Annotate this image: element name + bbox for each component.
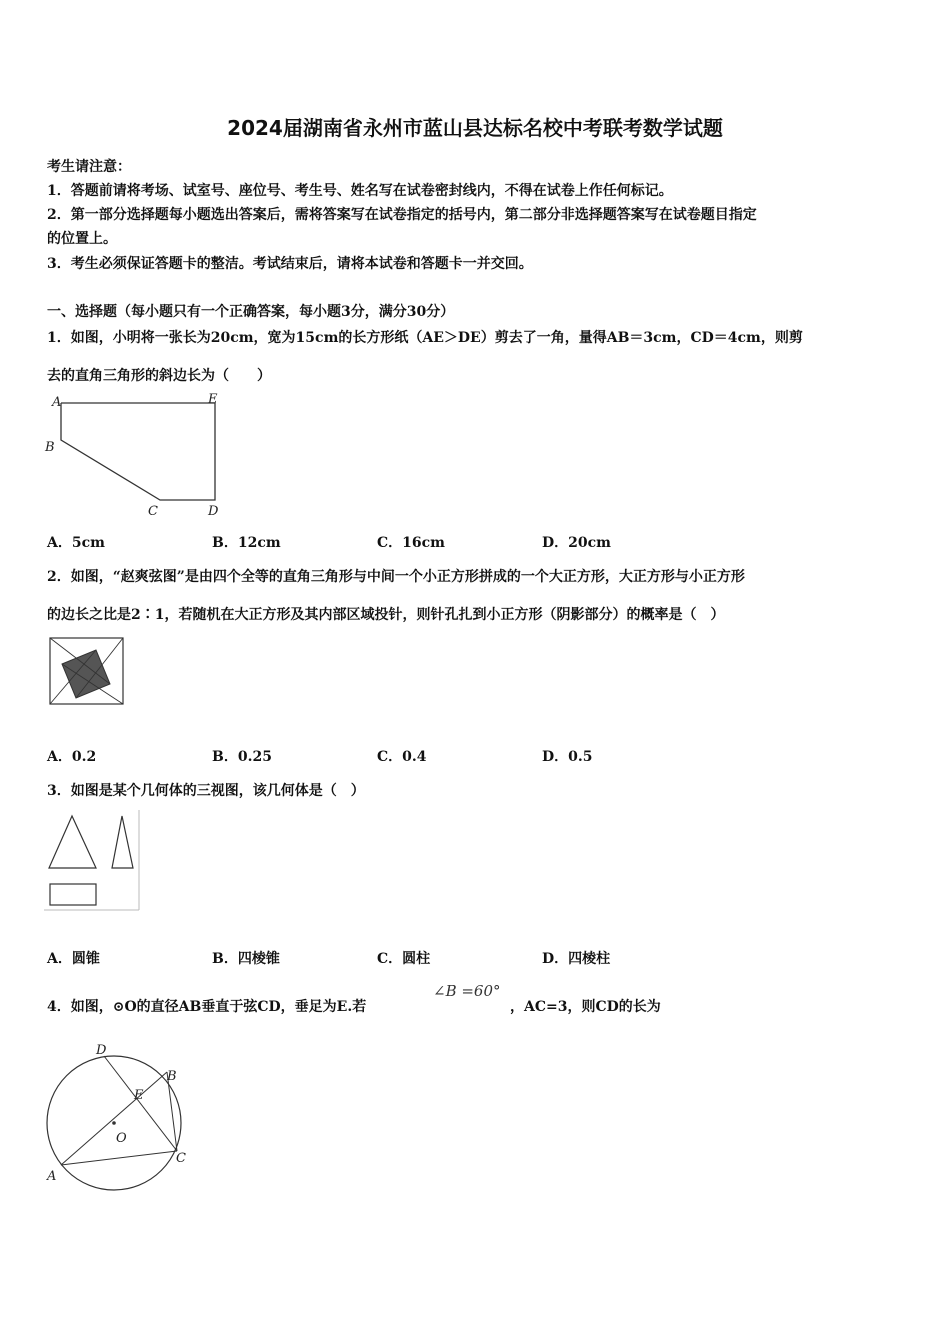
q3-option-c[interactable]: C．圆柱 xyxy=(377,951,431,967)
q3-option-a[interactable]: A．圆锥 xyxy=(47,951,100,967)
page-title: 2024届湖南省永州市蓝山县达标名校中考联考数学试题 xyxy=(227,116,723,140)
q1-label-a: A xyxy=(52,395,62,410)
q4-label-c: C xyxy=(176,1151,186,1166)
q4-label-b: B xyxy=(167,1069,177,1084)
q4-label-a: A xyxy=(47,1169,57,1184)
q1-label-e: E xyxy=(208,392,218,407)
q2-option-d[interactable]: D．0.5 xyxy=(542,749,593,765)
notice-heading: 考生请注意： xyxy=(47,159,131,175)
q1-option-a[interactable]: A．5cm xyxy=(47,535,105,551)
q4-stem-part2: ，AC=3，则CD的长为 xyxy=(510,999,661,1015)
q2-stem-line2: 的边长之比是2∶1，若随机在大正方形及其内部区域投针，则针孔扎到小正方形（阴影部分）的概率是（ ） xyxy=(47,607,725,623)
section-heading: 一、选择题（每小题只有一个正确答案，每小题3分，满分30分） xyxy=(47,304,455,320)
q3-stem: 3．如图是某个几何体的三视图，该几何体是（ ） xyxy=(47,783,365,799)
q1-option-b[interactable]: B．12cm xyxy=(212,535,281,551)
q3-figure xyxy=(44,810,144,912)
q4-stem-part1: 4．如图，⊙O的直径AB垂直于弦CD，垂足为E.若 xyxy=(47,999,367,1015)
q1-label-c: C xyxy=(148,504,158,519)
q4-label-o: O xyxy=(116,1131,127,1146)
q3-option-d[interactable]: D．四棱柱 xyxy=(542,951,611,967)
notice-item-3: 3．考生必须保证答题卡的整洁。考试结束后，请将本试卷和答题卡一并交回。 xyxy=(47,256,533,272)
q2-stem-line1: 2．如图，“赵爽弦图”是由四个全等的直角三角形与中间一个小正方形拼成的一个大正方形，大正方形与小正方形 xyxy=(47,569,745,585)
q2-figure xyxy=(46,634,128,708)
q1-option-d[interactable]: D．20cm xyxy=(542,535,611,551)
notice-item-2: 2．第一部分选择题每小题选出答案后，需将答案写在试卷指定的括号内，第二部分非选择题答案写在试卷题目指定 xyxy=(47,207,757,223)
q1-option-c[interactable]: C．16cm xyxy=(377,535,445,551)
notice-item-1: 1．答题前请将考场、试室号、座位号、考生号、姓名写在试卷密封线内，不得在试卷上作任何标记。 xyxy=(47,183,673,199)
q4-label-e: E xyxy=(134,1088,144,1103)
q1-stem-line1: 1．如图，小明将一张长为20cm，宽为15cm的长方形纸（AE＞DE）剪去了一角，量得AB＝3cm，CD＝4cm，则剪 xyxy=(47,330,803,346)
q2-option-c[interactable]: C．0.4 xyxy=(377,749,427,765)
notice-item-2-cont: 的位置上。 xyxy=(47,231,117,247)
q4-formula: ∠B =60° xyxy=(433,982,501,1000)
q1-figure xyxy=(40,388,240,523)
q4-figure xyxy=(38,1035,198,1195)
q4-label-d: D xyxy=(96,1043,107,1058)
q2-option-a[interactable]: A．0.2 xyxy=(47,749,97,765)
q1-stem-line2: 去的直角三角形的斜边长为（ ） xyxy=(47,368,271,384)
q2-option-b[interactable]: B．0.25 xyxy=(212,749,272,765)
q3-option-b[interactable]: B．四棱锥 xyxy=(212,951,280,967)
q1-label-d: D xyxy=(208,504,219,519)
q1-label-b: B xyxy=(45,440,55,455)
